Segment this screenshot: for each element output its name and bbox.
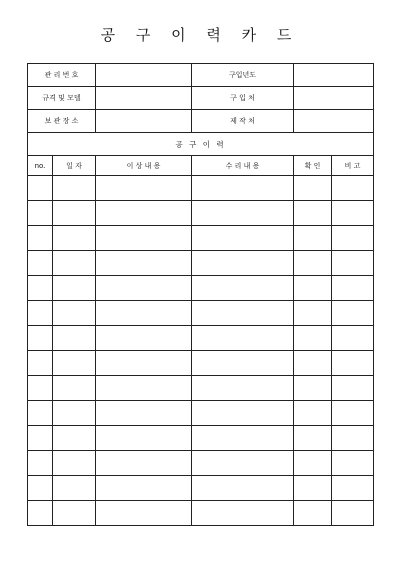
value-manufacturer[interactable]	[294, 110, 374, 133]
cell-repair[interactable]	[192, 201, 294, 226]
cell-repair[interactable]	[192, 326, 294, 351]
section-header-row	[28, 133, 374, 156]
cell-repair[interactable]	[192, 501, 294, 526]
cell-no[interactable]	[28, 351, 53, 376]
history-row	[28, 251, 374, 276]
section-title: 공 구 이 력	[28, 133, 374, 156]
history-row	[28, 451, 374, 476]
cell-repair[interactable]	[192, 251, 294, 276]
cell-remarks[interactable]	[332, 276, 374, 301]
cell-confirm[interactable]	[294, 176, 332, 201]
cell-date[interactable]	[53, 501, 96, 526]
cell-no[interactable]	[28, 426, 53, 451]
history-row	[28, 426, 374, 451]
col-header-no: no.	[28, 156, 53, 176]
cell-repair[interactable]	[192, 476, 294, 501]
cell-issue[interactable]	[96, 376, 192, 401]
label-spec-model: 규격 및 모델	[28, 87, 96, 110]
cell-remarks[interactable]	[332, 251, 374, 276]
cell-remarks[interactable]	[332, 201, 374, 226]
col-header-issue: 이 상 내 용	[96, 156, 192, 176]
cell-date[interactable]	[53, 351, 96, 376]
cell-remarks[interactable]	[332, 326, 374, 351]
cell-repair[interactable]	[192, 376, 294, 401]
cell-confirm[interactable]	[294, 301, 332, 326]
cell-no[interactable]	[28, 276, 53, 301]
label-storage-location: 보 관 장 소	[28, 110, 96, 133]
info-row	[28, 110, 374, 133]
label-purchase-year: 구입년도	[192, 64, 294, 87]
cell-confirm[interactable]	[294, 376, 332, 401]
page-title: 공 구 이 력 카 드	[100, 26, 300, 44]
cell-no[interactable]	[28, 251, 53, 276]
col-header-confirm: 확 인	[294, 156, 332, 176]
cell-issue[interactable]	[96, 326, 192, 351]
cell-remarks[interactable]	[332, 451, 374, 476]
cell-confirm[interactable]	[294, 226, 332, 251]
cell-remarks[interactable]	[332, 426, 374, 451]
cell-remarks[interactable]	[332, 351, 374, 376]
cell-date[interactable]	[53, 201, 96, 226]
cell-issue[interactable]	[96, 351, 192, 376]
value-storage-location[interactable]	[96, 110, 192, 133]
history-row	[28, 226, 374, 251]
cell-no[interactable]	[28, 501, 53, 526]
history-row	[28, 376, 374, 401]
history-row	[28, 351, 374, 376]
cell-date[interactable]	[53, 301, 96, 326]
cell-no[interactable]	[28, 201, 53, 226]
cell-issue[interactable]	[96, 226, 192, 251]
cell-remarks[interactable]	[332, 501, 374, 526]
cell-repair[interactable]	[192, 176, 294, 201]
cell-repair[interactable]	[192, 351, 294, 376]
history-row	[28, 201, 374, 226]
cell-repair[interactable]	[192, 451, 294, 476]
cell-date[interactable]	[53, 476, 96, 501]
cell-no[interactable]	[28, 376, 53, 401]
value-vendor[interactable]	[294, 87, 374, 110]
cell-date[interactable]	[53, 376, 96, 401]
info-row	[28, 87, 374, 110]
cell-date[interactable]	[53, 451, 96, 476]
cell-date[interactable]	[53, 276, 96, 301]
label-manufacturer: 제 작 처	[192, 110, 294, 133]
value-purchase-year[interactable]	[294, 64, 374, 87]
cell-no[interactable]	[28, 476, 53, 501]
cell-confirm[interactable]	[294, 276, 332, 301]
label-management-number: 관 리 번 호	[28, 64, 96, 87]
history-row	[28, 401, 374, 426]
cell-remarks[interactable]	[332, 376, 374, 401]
cell-remarks[interactable]	[332, 301, 374, 326]
cell-confirm[interactable]	[294, 351, 332, 376]
cell-issue[interactable]	[96, 401, 192, 426]
cell-issue[interactable]	[96, 301, 192, 326]
cell-issue[interactable]	[96, 501, 192, 526]
history-rows	[28, 176, 374, 526]
cell-no[interactable]	[28, 226, 53, 251]
cell-no[interactable]	[28, 401, 53, 426]
cell-issue[interactable]	[96, 476, 192, 501]
cell-remarks[interactable]	[332, 176, 374, 201]
cell-repair[interactable]	[192, 426, 294, 451]
column-header-row	[28, 156, 374, 176]
cell-date[interactable]	[53, 401, 96, 426]
history-row	[28, 326, 374, 351]
col-header-repair: 수 리 내 용	[192, 156, 294, 176]
value-spec-model[interactable]	[96, 87, 192, 110]
cell-issue[interactable]	[96, 176, 192, 201]
cell-confirm[interactable]	[294, 326, 332, 351]
cell-confirm[interactable]	[294, 251, 332, 276]
cell-issue[interactable]	[96, 451, 192, 476]
history-row	[28, 276, 374, 301]
cell-confirm[interactable]	[294, 451, 332, 476]
cell-date[interactable]	[53, 426, 96, 451]
cell-no[interactable]	[28, 176, 53, 201]
cell-date[interactable]	[53, 251, 96, 276]
cell-repair[interactable]	[192, 401, 294, 426]
col-header-remarks: 비 고	[332, 156, 374, 176]
cell-remarks[interactable]	[332, 476, 374, 501]
history-row	[28, 301, 374, 326]
info-row	[28, 64, 374, 87]
history-row	[28, 176, 374, 201]
cell-no[interactable]	[28, 326, 53, 351]
tool-history-table	[27, 63, 374, 526]
cell-remarks[interactable]	[332, 401, 374, 426]
cell-date[interactable]	[53, 326, 96, 351]
label-vendor: 구 입 처	[192, 87, 294, 110]
col-header-date: 일 자	[53, 156, 96, 176]
history-row	[28, 501, 374, 526]
cell-confirm[interactable]	[294, 501, 332, 526]
cell-no[interactable]	[28, 451, 53, 476]
cell-issue[interactable]	[96, 426, 192, 451]
cell-issue[interactable]	[96, 251, 192, 276]
cell-confirm[interactable]	[294, 476, 332, 501]
cell-issue[interactable]	[96, 276, 192, 301]
cell-repair[interactable]	[192, 226, 294, 251]
cell-repair[interactable]	[192, 276, 294, 301]
cell-confirm[interactable]	[294, 426, 332, 451]
cell-remarks[interactable]	[332, 226, 374, 251]
cell-date[interactable]	[53, 176, 96, 201]
cell-no[interactable]	[28, 301, 53, 326]
cell-date[interactable]	[53, 226, 96, 251]
cell-repair[interactable]	[192, 301, 294, 326]
history-row	[28, 476, 374, 501]
cell-confirm[interactable]	[294, 201, 332, 226]
cell-confirm[interactable]	[294, 401, 332, 426]
cell-issue[interactable]	[96, 201, 192, 226]
value-management-number[interactable]	[96, 64, 192, 87]
